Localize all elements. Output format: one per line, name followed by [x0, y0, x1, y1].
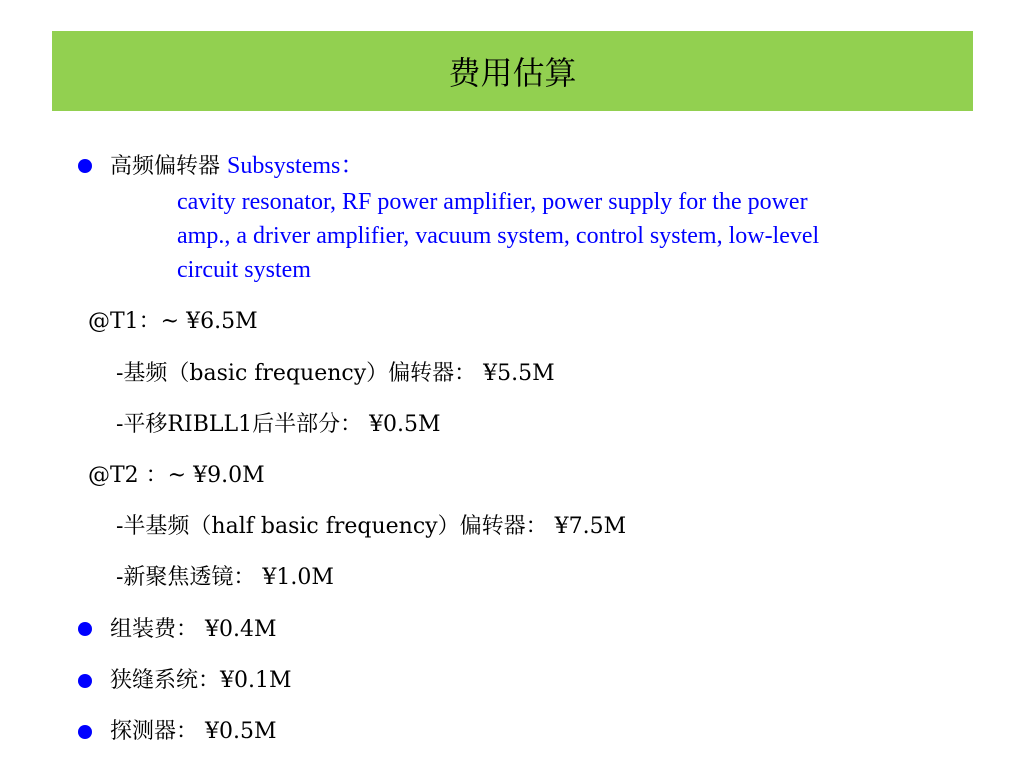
bullet-icon: [78, 725, 92, 739]
item-rf-deflector: [110, 152, 364, 181]
t1-sub-basic-frequency: -基频（basic frequency）偏转器： ¥5.5M: [116, 361, 555, 386]
t2-sub-half-basic-frequency: -半基频（half basic frequency）偏转器： ¥7.5M: [116, 514, 627, 539]
bullet-icon: [78, 622, 92, 636]
item-assembly-cost: 组装费： ¥0.4M: [110, 617, 277, 642]
subsystems-line-3: circuit system: [177, 257, 311, 283]
t1-header: @T1：~ ¥6.5M: [88, 309, 258, 334]
t2-sub-focusing-lens: -新聚焦透镜： ¥1.0M: [116, 565, 334, 590]
subsystems-line-1: cavity resonator, RF power amplifier, power supply for the power: [177, 189, 808, 215]
item-slit-system: 狭缝系统：¥0.1M: [110, 668, 292, 693]
item-detector: 探测器： ¥0.5M: [110, 719, 277, 744]
subsystems-line-2: amp., a driver amplifier, vacuum system, control system, low-level: [177, 223, 820, 249]
title-bar: [52, 31, 973, 111]
rf-deflector-label: 高频偏转器: [110, 154, 221, 179]
subsystems-label: Subsystems：: [227, 153, 365, 179]
page-title: 费用估算: [448, 54, 577, 92]
bullet-icon: [78, 674, 92, 688]
bullet-icon: [78, 159, 92, 173]
t1-sub-ribll1: -平移RIBLL1后半部分： ¥0.5M: [116, 412, 441, 437]
t2-header: @T2 ：~ ¥9.0M: [88, 463, 265, 488]
